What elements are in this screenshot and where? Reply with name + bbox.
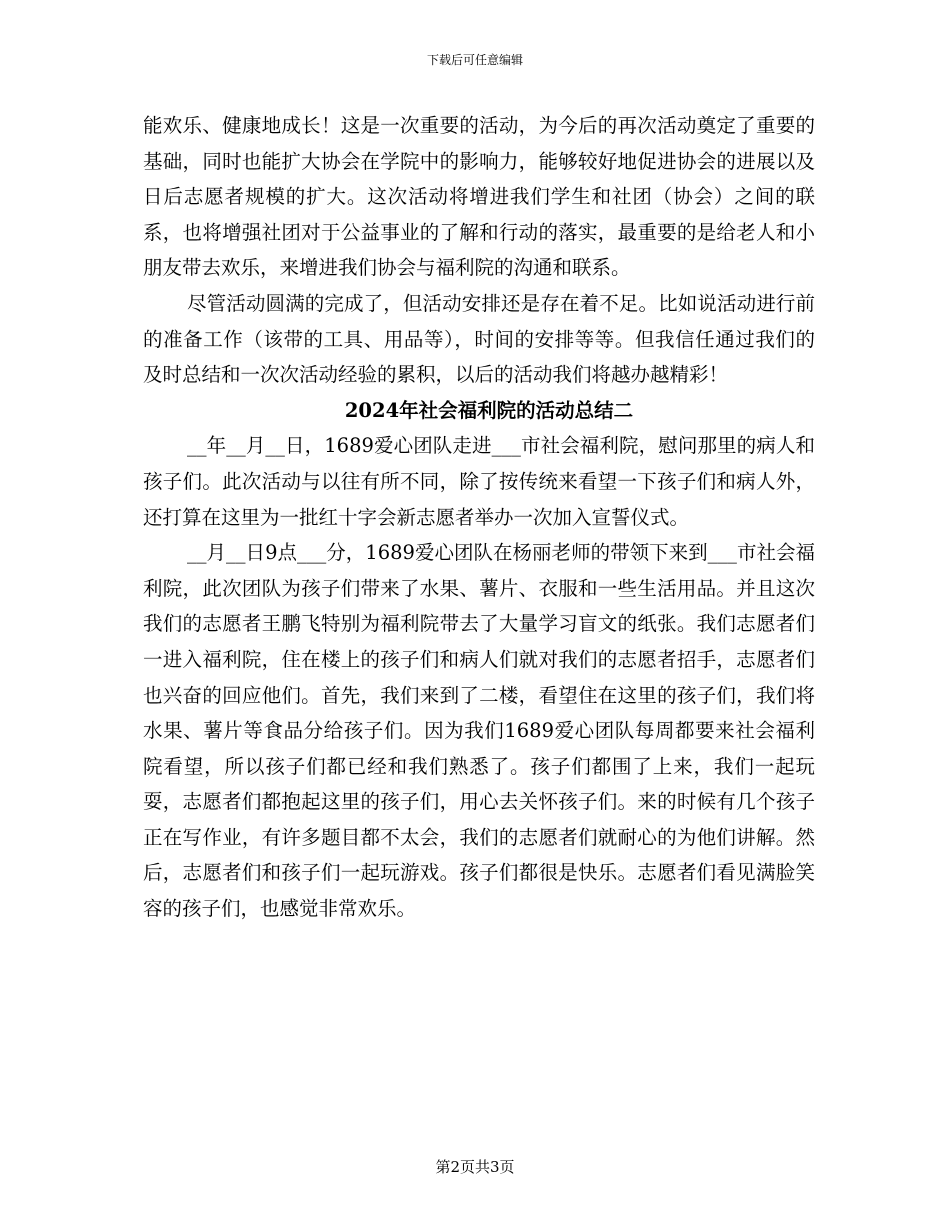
section-title: 2024年社会福利院的活动总结二 — [344, 398, 634, 422]
paragraph-visit: __月__日9点___分，1689爱心团队在杨丽老师的带领下来到___市社会福利院，此次团队为孩子们带来了水果、薯片、衣服和一些生活用品。并且这次我们的志愿者王鹏飞特别为福利院带去了大量学习盲文的纸张。我们志愿者们一进入福利院，住在楼上的孩子们和病人们就对我们的志愿者招手，志愿者们也兴奋的回应他们。首先，我们来到了二楼，看望住在这里的孩子们，我们将水果、薯片等食品分给孩子们。因为我们1689爱心团队每周都要来社会福利院看望，所以孩子们都已经和我们熟悉了。孩子们都围了上来，我们一起玩耍，志愿者们都抱起这里的孩子们，用心去关怀孩子们。来的时候有几个孩子正在写作业，有许多题目都不太会，我们的志愿者们就耐心的为他们讲解。然后，志愿者们和孩子们一起玩游戏。孩子们都很是快乐。志愿者们看见满脸笑容的孩子们，也感觉非常欢乐。 — [143, 541, 815, 921]
paragraph-intro: __年__月__日，1689爱心团队走进___市社会福利院，慰问那里的病人和孩子们。此次活动与以往有所不同，除了按传统来看望一下孩子们和病人外，还打算在这里为一批红十字会新志愿者举办一次加入宣誓仪式。 — [143, 434, 815, 529]
paragraph-continued: 能欢乐、健康地成长！这是一次重要的活动，为今后的再次活动奠定了重要的基础，同时也能扩大协会在学院中的影响力，能够较好地促进协会的进展以及日后志愿者规模的扩大。这次活动将增进我们学生和社团（协会）之间的联系，也将增强社团对于公益事业的了解和行动的落实，最重要的是给老人和小朋友带去欢乐，来增进我们协会与福利院的沟通和联系。 — [143, 114, 815, 280]
document-body — [143, 108, 815, 927]
paragraph-shortcomings: 尽管活动圆满的完成了，但活动安排还是存在着不足。比如说活动进行前的准备工作（该带的工具、用品等），时间的安排等等。但我信任通过我们的及时总结和一次次活动经验的累积，以后的活动我们将越办越精彩！ — [143, 291, 815, 387]
page-number: 第2页共3页 — [435, 1158, 515, 1176]
page-header-note: 下载后可任意编辑 — [426, 53, 523, 67]
